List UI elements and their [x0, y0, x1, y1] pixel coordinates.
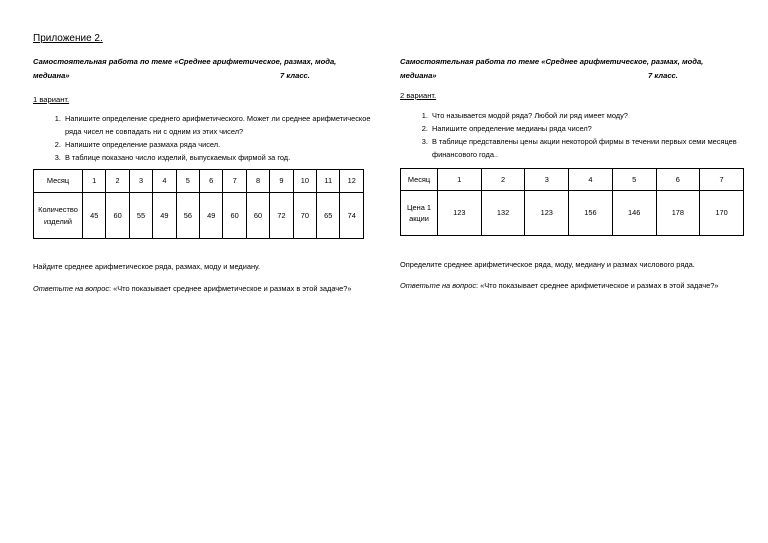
question-list	[33, 113, 373, 165]
table-cell: 9	[270, 170, 293, 193]
table-cell: 6	[200, 170, 223, 193]
table-cell: 4	[569, 169, 613, 191]
table-cell: 3	[525, 169, 569, 191]
answer-prefix: Ответьте на вопрос	[400, 281, 477, 290]
answer-prefix: Ответьте на вопрос	[33, 284, 110, 293]
table-cell: 6	[656, 169, 700, 191]
table-cell: 60	[246, 193, 269, 239]
question-item: 3. В таблице показано число изделий, выпускаемых фирмой за год.	[63, 152, 373, 165]
table-cell: 8	[246, 170, 269, 193]
table-header-cell: Месяц	[34, 170, 83, 193]
worksheet-title	[400, 55, 744, 84]
question-list	[400, 110, 760, 162]
table-cell: 10	[293, 170, 316, 193]
table-row	[34, 193, 364, 239]
table-cell: 49	[153, 193, 176, 239]
answer-question	[33, 283, 363, 296]
table-header-cell: Месяц	[401, 169, 438, 191]
task-text: Определите среднее арифметическое ряда, моду, медиану и размах числового ряда.	[400, 260, 695, 269]
table-cell: 60	[223, 193, 246, 239]
title-line-2-row	[33, 69, 363, 83]
question-item: 1. Что называется модой ряда? Любой ли ряд имеет моду?	[430, 110, 760, 123]
table-cell: 5	[176, 170, 199, 193]
question-item: 2. Напишите определение размаха ряда чисел.	[63, 139, 373, 152]
task-text: Найдите среднее арифметическое ряда, размах, моду и медиану.	[33, 262, 261, 271]
table-cell: 45	[83, 193, 106, 239]
table-cell: 70	[293, 193, 316, 239]
worksheet-title	[33, 55, 363, 84]
table-header-cell: Цена 1 акции	[401, 191, 438, 236]
table-cell: 156	[569, 191, 613, 236]
question-item: 1. Напишите определение среднего арифметического. Может ли среднее арифметическое ряда чисел не совпадать ни с одним из этих чисел?	[63, 113, 373, 139]
table-cell: 7	[700, 169, 744, 191]
appendix-title: Приложение 2.	[33, 33, 103, 44]
table-header-cell: Количество изделий	[34, 193, 83, 239]
table-cell: 74	[340, 193, 364, 239]
table-cell: 65	[317, 193, 340, 239]
table-row	[34, 170, 364, 193]
table-cell: 72	[270, 193, 293, 239]
table-cell: 170	[700, 191, 744, 236]
table-cell: 123	[525, 191, 569, 236]
table-cell: 123	[438, 191, 482, 236]
table-cell: 4	[153, 170, 176, 193]
table-cell: 60	[106, 193, 129, 239]
table-cell: 3	[129, 170, 152, 193]
table-row	[401, 191, 744, 236]
question-item: 2. Напишите определение медианы ряда чисел?	[430, 123, 760, 136]
table-cell: 11	[317, 170, 340, 193]
production-table	[33, 169, 364, 239]
table-cell: 56	[176, 193, 199, 239]
table-cell: 5	[612, 169, 656, 191]
table-cell: 7	[223, 170, 246, 193]
table-cell: 2	[481, 169, 525, 191]
answer-question	[400, 280, 730, 293]
table-cell: 55	[129, 193, 152, 239]
stock-price-table	[400, 168, 744, 236]
question-item: 3. В таблице представлены цены акции некоторой фирмы в течении первых семи месяцев финансового года..	[430, 136, 760, 162]
answer-text: : «Что показывает среднее арифметическое и размах в этой задаче?»	[476, 281, 719, 290]
variant-label: 1 вариант.	[33, 95, 70, 104]
grade-label: 7 класс.	[648, 71, 678, 81]
table-row	[401, 169, 744, 191]
title-line-2-row	[400, 69, 744, 83]
table-cell: 12	[340, 170, 364, 193]
table-cell: 1	[83, 170, 106, 193]
answer-text: : «Что показывает среднее арифметическое и размах в этой задаче?»	[109, 284, 352, 293]
grade-label: 7 класс.	[280, 71, 310, 81]
table-cell: 146	[612, 191, 656, 236]
title-line-1: Самостоятельная работа по теме «Среднее арифметическое, размах, мода,	[400, 57, 704, 66]
variant-label: 2 вариант.	[400, 91, 437, 100]
title-line-2: медиана»	[400, 71, 437, 81]
title-line-2: медиана»	[33, 71, 70, 81]
table-cell: 178	[656, 191, 700, 236]
table-cell: 1	[438, 169, 482, 191]
table-cell: 132	[481, 191, 525, 236]
table-cell: 49	[200, 193, 223, 239]
title-line-1: Самостоятельная работа по теме «Среднее арифметическое, размах, мода,	[33, 57, 337, 66]
table-cell: 2	[106, 170, 129, 193]
